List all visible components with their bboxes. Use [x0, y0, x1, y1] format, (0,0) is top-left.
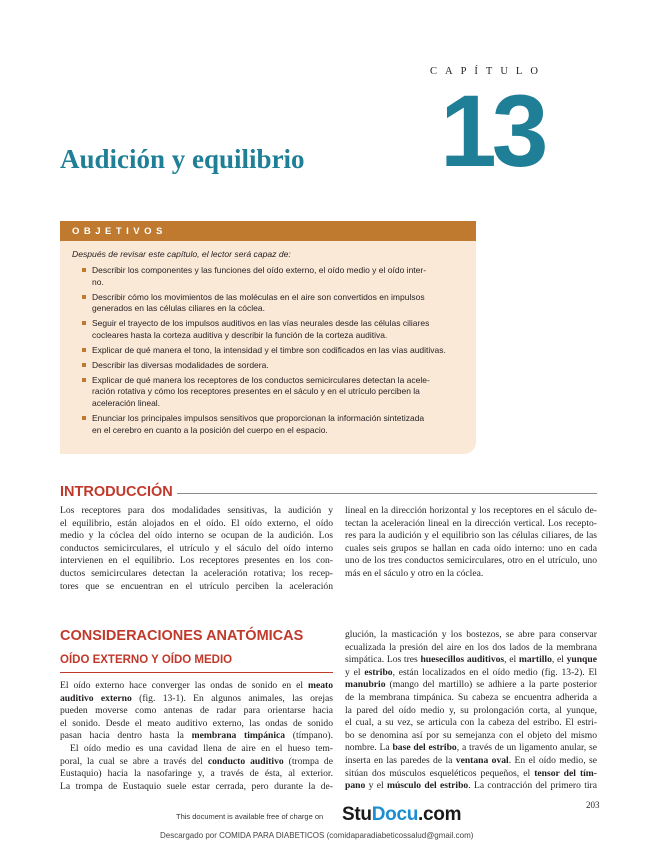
objective-item [82, 292, 468, 315]
chapter-title: Audición y equilibrio [60, 144, 305, 174]
objective-line: generados en las células ciliares en la cóclea. [92, 303, 265, 314]
bold-term: ventana oval [455, 754, 509, 766]
text-line: uno de los tres conductos semicirculares, otro en el utrículo, uno [345, 555, 597, 567]
text-line: de la membrana timpánica. Su cabeza se encuentra adherida a [345, 691, 597, 703]
objective-line: Describir los componentes y las funciones del oído externo, el oído medio y el oído inter- [92, 265, 427, 275]
objective-item [82, 318, 468, 341]
bold-term: auditivo externo [60, 692, 132, 704]
studocu-logo-com: .com [418, 804, 462, 825]
introduction-divider [177, 493, 597, 494]
text-line: y el estribo, están localizados en el oído medio (fig. 13-2). El [345, 666, 597, 678]
bold-term: pano [345, 780, 366, 792]
text-line: medio y la cóclea del oído interno se ocupan de la audición. Los [60, 530, 333, 542]
square-bullet-icon [82, 416, 86, 420]
objectives-box [60, 221, 476, 454]
text-line: el sonido. Desde el meato auditivo externo, las ondas de sonido [60, 717, 333, 729]
text-line: tectan la aceleración lineal en la dirección vertical. Los recepto- [345, 517, 597, 529]
objectives-header: OBJETIVOS [60, 221, 476, 241]
text-line: simpática. Los tres huesecillos auditivos, el martillo, el yunque [345, 654, 597, 666]
text-line: pasan hacia dentro hasta la membrana timpánica (tímpano). [60, 730, 333, 742]
anatomy-subheading: OÍDO EXTERNO Y OÍDO MEDIO [60, 654, 233, 666]
bold-term: estribo [364, 666, 393, 678]
anatomy-heading: CONSIDERACIONES ANATÓMICAS [60, 628, 304, 644]
download-note: Descargado por COMIDA PARA DIABETICOS (comidaparadiabeticossalud@gmail.com) [160, 831, 474, 840]
text-line: el cual, a su vez, se articula con la cabeza del estribo. El estri- [345, 717, 597, 729]
bold-term: yunque [566, 654, 597, 666]
anatomy-right-column [345, 629, 597, 793]
text-line: bo se denomina así por su semejanza con el objeto del mismo [345, 729, 597, 741]
objective-line: cocleares hasta la corteza auditiva y describir la función de la corteza auditiva. [92, 329, 388, 340]
text-line: El oído externo hace converger las ondas de sonido en el meato [60, 680, 333, 691]
square-bullet-icon [82, 268, 86, 272]
chapter-label: CAPÍTULO [430, 66, 546, 77]
text-line: nombre. La base del estribo, a través de un ligamento anular, se [345, 742, 598, 754]
text-line: La trompa de Eustaquio suele estar cerrada, pero durante la de- [60, 780, 333, 792]
text-line: pueden moverse como antenas de radar para orientarse hacia [60, 705, 333, 717]
text-line: sitúan dos músculos esqueléticos pequeños, el tensor del tím- [345, 767, 597, 779]
anatomy-left-column [60, 680, 333, 793]
text-line: ductos semicirculares detectan la aceleración rotativa; los recep- [60, 567, 333, 579]
square-bullet-icon [82, 348, 86, 352]
text-line: poral, la cual se abre a través del conducto auditivo (trompa de [60, 755, 333, 767]
square-bullet-icon [82, 363, 86, 367]
square-bullet-icon [82, 295, 86, 299]
text-line: manubrio (mango del martillo) se adhiere a la parte posterior [345, 679, 597, 691]
text-line: El oído medio es una cavidad llena de aire en el hueso tem- [70, 742, 333, 754]
studocu-logo[interactable] [342, 804, 461, 826]
objective-line: no. [92, 276, 104, 287]
chapter-number: 13 [440, 74, 544, 188]
page-number: 203 [586, 800, 600, 810]
objective-line: Seguir el trayecto de los impulsos auditivos en las vías neurales desde las células ciliares [92, 318, 430, 329]
text-line: res para la audición y el equilibrio son las células ciliares, de las [345, 530, 597, 542]
objective-item [82, 265, 468, 288]
text-line: conductos semicirculares, el utrículo y el sáculo del oído interno [60, 542, 333, 554]
subheading-divider [60, 672, 333, 673]
bold-term: martillo [518, 654, 552, 666]
bold-term: huesecillos auditivos [420, 654, 505, 666]
studocu-note: This document is available free of charge on [176, 812, 324, 821]
objective-line: Enunciar los principales impulsos sensitivos que proporcionan la información sintetizada [92, 412, 425, 423]
square-bullet-icon [82, 321, 86, 325]
objective-line: Describir las diversas modalidades de sordera. [92, 359, 269, 370]
bold-term: membrana timpánica [191, 730, 286, 742]
text-line: ecualizada la presión del aire en los dos lados de la membrana [345, 641, 597, 653]
text-line: inserta en las paredes de la ventana oval. En el oído medio, se [345, 754, 597, 766]
studocu-logo-stu: Stu [342, 804, 372, 825]
objective-line: ración rotativa y cómo los receptores presentes en el sáculo y en el utrículo perciben la [92, 386, 420, 397]
objective-item [82, 375, 468, 410]
objective-item [82, 360, 468, 372]
text-line: el equilibrio, están alojados en el oído. El oído externo, el oído [60, 517, 333, 529]
bold-term: meato [307, 680, 333, 691]
bold-term: conducto auditivo [207, 755, 284, 767]
objective-line: en el cerebro en cuanto a la posición del cuerpo en el espacio. [92, 424, 328, 435]
objectives-intro: Después de revisar este capítulo, el lector será capaz de: [72, 249, 291, 259]
square-bullet-icon [82, 378, 86, 382]
introduction-left-column [60, 505, 333, 593]
text-line: la pared del oído medio y, su prolongación corta, al yunque, [345, 704, 597, 716]
text-line: intervienen en el equilibrio. Los receptores presentes en los con- [60, 555, 333, 567]
objective-line: aceleración lineal. [92, 397, 161, 408]
introduction-heading: INTRODUCCIÓN [60, 484, 173, 500]
text-line: tores que se encuentran en el utrículo perciben la aceleración [60, 580, 333, 592]
text-line: glución, la masticación y los bostezos, se abre para conservar [345, 629, 597, 640]
text-line: Los receptores para dos modalidades sensitivas, la audición y [60, 505, 333, 516]
bold-term: manubrio [345, 679, 386, 691]
text-line: auditivo externo (fig. 13-1). En algunos animales, las orejas [60, 692, 334, 704]
text-line: Eustaquio) hacia la nasofaringe y, a través de ésta, al exterior. [60, 768, 333, 780]
introduction-right-column [345, 505, 597, 581]
text-line: cuales seis grupos se hallan en cada oído interno: uno en cada [345, 542, 597, 554]
objective-item [82, 345, 468, 357]
text-line: pano y el músculo del estribo. La contracción del primero tira [345, 780, 597, 792]
bold-term: tensor del tím- [534, 767, 597, 779]
objective-line: Describir cómo los movimientos de las moléculas en el aire son convertidos en impulsos [92, 291, 425, 302]
bold-term: base del estribo [392, 742, 457, 754]
objectives-list [82, 265, 468, 439]
bold-term: músculo del estribo [386, 780, 469, 792]
text-line: lineal en la dirección horizontal y los receptores en el sáculo de- [345, 505, 597, 516]
text-line: más en el sáculo y otro en la cóclea. [345, 567, 484, 579]
objective-line: Explicar de qué manera el tono, la intensidad y el timbre son codificados en las vías auditivas. [92, 344, 446, 355]
objective-item [82, 413, 468, 436]
objective-line: Explicar de qué manera los receptores de los conductos semicirculares detectan la acele- [92, 374, 430, 385]
studocu-logo-docu: Docu [371, 804, 419, 825]
